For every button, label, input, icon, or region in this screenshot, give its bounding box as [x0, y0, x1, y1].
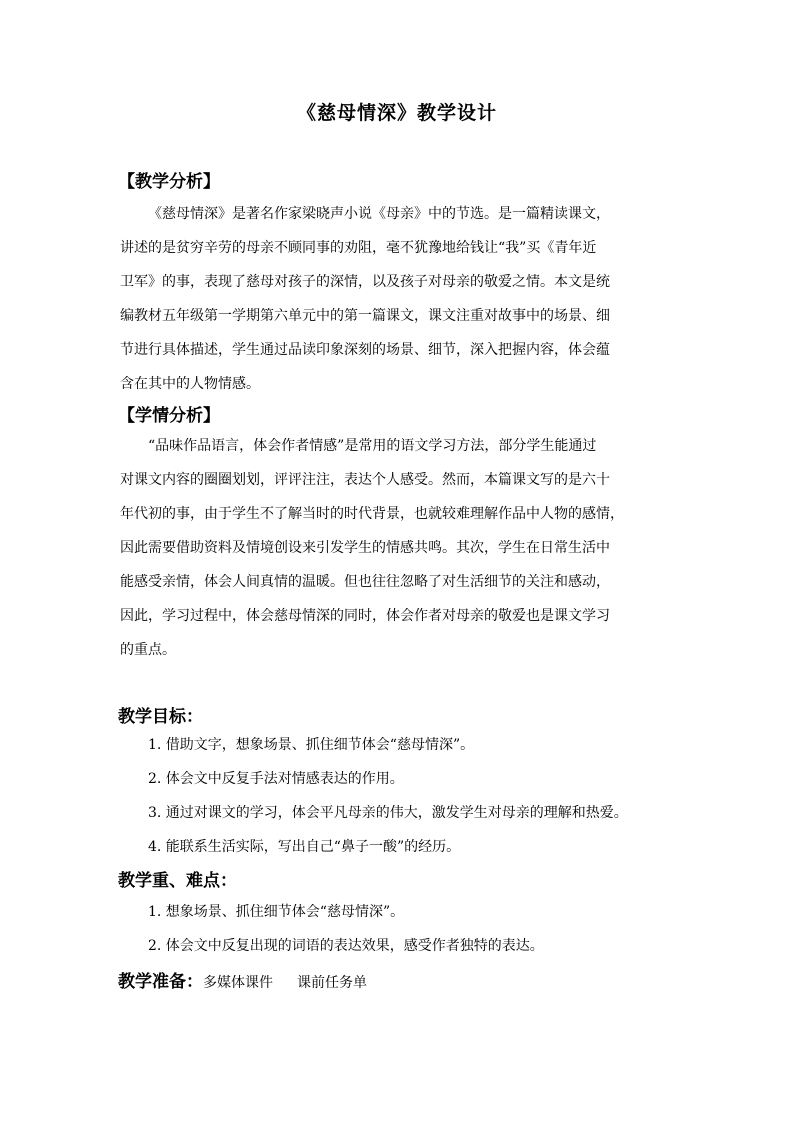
paragraph-line: 能感受亲情，体会人间真情的温暖。但也往往忽略了对生活细节的关注和感动，: [120, 574, 610, 590]
paragraph-line: 年代初的事，由于学生不了解当时的时代背景，也就较难理解作品中人物的感情，: [120, 506, 624, 522]
paragraph-line: 对课文内容的圈圈划划，评评注注，表达个人感受。然而，本篇课文写的是六十: [120, 472, 610, 488]
list-item: 1. 借助文字，想象场景、抓住细节体会“慈母情深”。: [148, 737, 475, 753]
preparation-item: 课前任务单: [297, 975, 367, 991]
list-item: 4. 能联系生活实际，写出自己“鼻子一酸”的经历。: [148, 839, 461, 855]
preparation-items: [203, 975, 367, 991]
list-item: 3. 通过对课文的学习，体会平凡母亲的伟大，激发学生对母亲的理解和热爱。: [148, 805, 628, 821]
preparation-item: 多媒体课件: [203, 975, 273, 991]
key-points-heading: 教学重、难点：: [118, 871, 237, 891]
student-analysis-paragraph: [120, 429, 684, 667]
preparation-heading: 教学准备：: [118, 972, 203, 992]
list-item: 1. 想象场景、抓住细节体会“慈母情深”。: [148, 904, 405, 920]
objectives-list: [148, 728, 628, 864]
paragraph-line: 编教材五年级第一学期第六单元中的第一篇课文，课文注重对故事中的场景、细: [120, 308, 610, 324]
teaching-analysis-paragraph: [120, 197, 684, 401]
paragraph-line: 卫军》的事，表现了慈母对孩子的深情，以及孩子对母亲的敬爱之情。本文是统: [120, 274, 610, 290]
list-item: 2. 体会文中反复出现的词语的表达效果，感受作者独特的表达。: [148, 938, 544, 954]
document-title: 《慈母情深》教学设计: [296, 102, 497, 124]
paragraph-line: 《慈母情深》是著名作家梁晓声小说《母亲》中的节选。是一篇精读课文，: [148, 206, 610, 222]
paragraph-line: 因此，学习过程中，体会慈母情深的同时，体会作者对母亲的敬爱也是课文学习: [120, 608, 610, 624]
objectives-heading: 教学目标：: [118, 707, 203, 727]
preparation-row: [118, 967, 367, 992]
key-points-list: [148, 895, 544, 963]
paragraph-line: 节进行具体描述，学生通过品读印象深刻的场景、细节，深入把握内容，体会蕴: [120, 342, 610, 358]
paragraph-line: 的重点。: [120, 642, 176, 658]
list-item: 2. 体会文中反复手法对情感表达的作用。: [148, 771, 404, 787]
paragraph-line: 含在其中的人物情感。: [120, 376, 260, 392]
paragraph-line: 讲述的是贫穷辛劳的母亲不顾同事的劝阻，毫不犹豫地给钱让“我”买《青年近: [120, 240, 597, 256]
paragraph-line: “品味作品语言，体会作者情感”是常用的语文学习方法，部分学生能通过: [148, 438, 597, 454]
student-analysis-heading: 【学情分析】: [118, 406, 220, 426]
teaching-analysis-heading: 【教学分析】: [118, 172, 220, 192]
paragraph-line: 因此需要借助资料及情境创设来引发学生的情感共鸣。其次，学生在日常生活中: [120, 540, 610, 556]
